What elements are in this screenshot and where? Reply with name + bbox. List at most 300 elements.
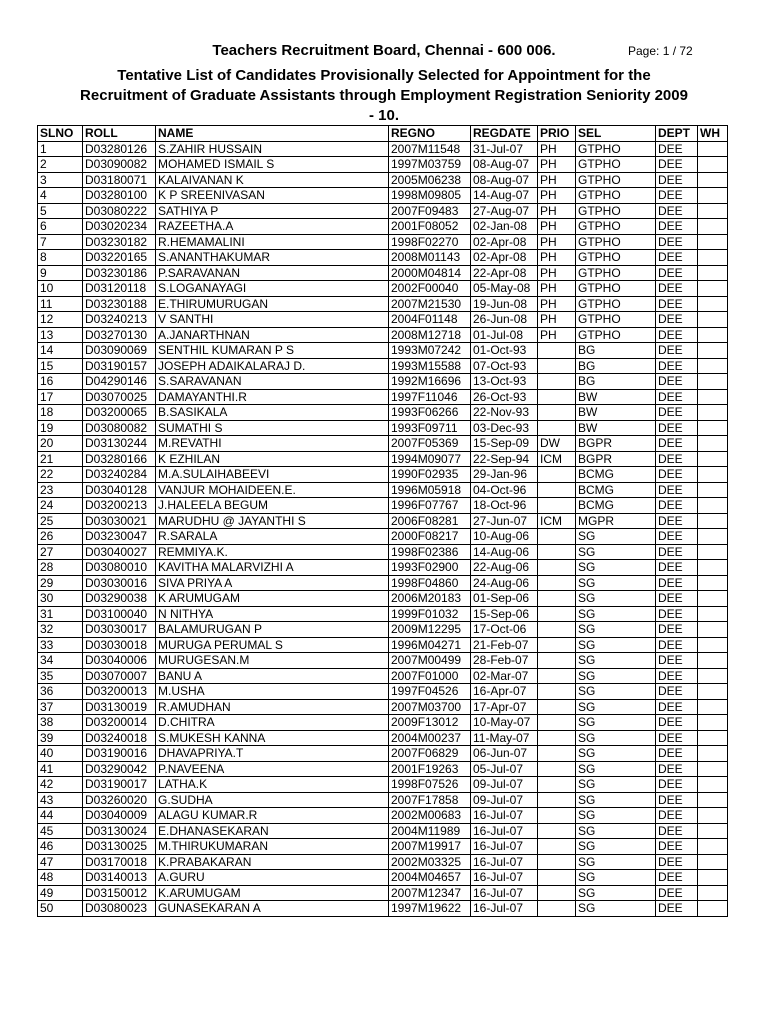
cell-slno: 30 <box>38 591 83 607</box>
cell-prio <box>538 420 576 436</box>
cell-name: D.CHITRA <box>156 715 389 731</box>
cell-dept: DEE <box>656 901 698 917</box>
cell-roll: D03170018 <box>83 854 156 870</box>
cell-slno: 19 <box>38 420 83 436</box>
cell-dept: DEE <box>656 684 698 700</box>
cell-name: BANU A <box>156 668 389 684</box>
table-row <box>38 389 728 405</box>
cell-regno: 1994M09077 <box>389 451 471 467</box>
page-number: Page: 1 / 72 <box>628 44 693 58</box>
cell-regno: 2007F06829 <box>389 746 471 762</box>
cell-sel: GTPHO <box>576 234 656 250</box>
cell-regno: 2007F09483 <box>389 203 471 219</box>
cell-prio <box>538 560 576 576</box>
cell-prio: PH <box>538 188 576 204</box>
cell-wh <box>698 281 728 297</box>
cell-prio <box>538 389 576 405</box>
organization-title: Teachers Recruitment Board, Chennai - 600 006. <box>212 42 556 59</box>
cell-roll: D03030021 <box>83 513 156 529</box>
cell-regdate: 10-May-07 <box>471 715 538 731</box>
cell-slno: 4 <box>38 188 83 204</box>
cell-dept: DEE <box>656 172 698 188</box>
cell-sel: SG <box>576 653 656 669</box>
cell-wh <box>698 529 728 545</box>
cell-name: ALAGU KUMAR.R <box>156 808 389 824</box>
cell-roll: D03090082 <box>83 157 156 173</box>
cell-name: SENTHIL KUMARAN P S <box>156 343 389 359</box>
cell-wh <box>698 296 728 312</box>
cell-prio <box>538 715 576 731</box>
column-header-roll: ROLL <box>83 126 156 142</box>
cell-dept: DEE <box>656 622 698 638</box>
table-row <box>38 513 728 529</box>
cell-regdate: 02-Jan-08 <box>471 219 538 235</box>
cell-slno: 21 <box>38 451 83 467</box>
cell-dept: DEE <box>656 854 698 870</box>
cell-dept: DEE <box>656 358 698 374</box>
cell-name: N NITHYA <box>156 606 389 622</box>
cell-prio <box>538 808 576 824</box>
table-row <box>38 436 728 452</box>
table-row <box>38 498 728 514</box>
cell-regno: 1997F04526 <box>389 684 471 700</box>
cell-roll: D03140013 <box>83 870 156 886</box>
cell-regdate: 26-Jun-08 <box>471 312 538 328</box>
table-row <box>38 374 728 390</box>
title-line: Recruitment of Graduate Assistants through Employment Registration Seniority 2009 <box>80 87 688 104</box>
cell-regdate: 15-Sep-09 <box>471 436 538 452</box>
cell-regno: 1997F11046 <box>389 389 471 405</box>
cell-regdate: 26-Oct-93 <box>471 389 538 405</box>
cell-name: E.DHANASEKARAN <box>156 823 389 839</box>
cell-roll: D03200213 <box>83 498 156 514</box>
cell-sel: SG <box>576 792 656 808</box>
column-header-slno: SLNO <box>38 126 83 142</box>
table-row <box>38 870 728 886</box>
cell-regdate: 27-Aug-07 <box>471 203 538 219</box>
cell-name: S.ANANTHAKUMAR <box>156 250 389 266</box>
cell-regdate: 16-Jul-07 <box>471 901 538 917</box>
cell-roll: D03130024 <box>83 823 156 839</box>
cell-wh <box>698 436 728 452</box>
cell-wh <box>698 250 728 266</box>
cell-prio <box>538 482 576 498</box>
cell-slno: 42 <box>38 777 83 793</box>
cell-wh <box>698 265 728 281</box>
cell-prio <box>538 606 576 622</box>
cell-sel: SG <box>576 637 656 653</box>
cell-sel: SG <box>576 668 656 684</box>
cell-slno: 8 <box>38 250 83 266</box>
cell-wh <box>698 823 728 839</box>
cell-regdate: 22-Aug-06 <box>471 560 538 576</box>
cell-wh <box>698 498 728 514</box>
cell-slno: 3 <box>38 172 83 188</box>
cell-roll: D03230182 <box>83 234 156 250</box>
cell-regdate: 08-Aug-07 <box>471 172 538 188</box>
cell-prio <box>538 823 576 839</box>
cell-regdate: 22-Apr-08 <box>471 265 538 281</box>
table-row <box>38 420 728 436</box>
cell-slno: 6 <box>38 219 83 235</box>
cell-wh <box>698 513 728 529</box>
cell-dept: DEE <box>656 405 698 421</box>
cell-wh <box>698 234 728 250</box>
cell-dept: DEE <box>656 312 698 328</box>
cell-prio: PH <box>538 296 576 312</box>
table-row <box>38 265 728 281</box>
cell-regdate: 15-Sep-06 <box>471 606 538 622</box>
cell-sel: GTPHO <box>576 327 656 343</box>
cell-regno: 2005M06238 <box>389 172 471 188</box>
cell-roll: D03040006 <box>83 653 156 669</box>
cell-dept: DEE <box>656 281 698 297</box>
cell-wh <box>698 684 728 700</box>
cell-slno: 48 <box>38 870 83 886</box>
cell-wh <box>698 389 728 405</box>
cell-roll: D03290042 <box>83 761 156 777</box>
cell-name: BALAMURUGAN P <box>156 622 389 638</box>
cell-prio <box>538 343 576 359</box>
cell-regdate: 02-Mar-07 <box>471 668 538 684</box>
table-row <box>38 885 728 901</box>
table-header-row <box>38 126 728 142</box>
cell-name: K.PRABAKARAN <box>156 854 389 870</box>
cell-sel: GTPHO <box>576 157 656 173</box>
cell-name: B.SASIKALA <box>156 405 389 421</box>
table-row <box>38 761 728 777</box>
cell-regno: 2004M04657 <box>389 870 471 886</box>
cell-regdate: 22-Sep-94 <box>471 451 538 467</box>
table-row <box>38 529 728 545</box>
table-row <box>38 668 728 684</box>
cell-regdate: 29-Jan-96 <box>471 467 538 483</box>
cell-dept: DEE <box>656 498 698 514</box>
cell-slno: 24 <box>38 498 83 514</box>
cell-dept: DEE <box>656 653 698 669</box>
column-header-regdate: REGDATE <box>471 126 538 142</box>
cell-name: SATHIYA P <box>156 203 389 219</box>
cell-name: MOHAMED ISMAIL S <box>156 157 389 173</box>
cell-regno: 2008M12718 <box>389 327 471 343</box>
cell-prio <box>538 622 576 638</box>
cell-wh <box>698 870 728 886</box>
cell-wh <box>698 637 728 653</box>
cell-roll: D03240213 <box>83 312 156 328</box>
cell-dept: DEE <box>656 761 698 777</box>
cell-dept: DEE <box>656 327 698 343</box>
cell-sel: BG <box>576 358 656 374</box>
cell-roll: D03230047 <box>83 529 156 545</box>
cell-name: A.GURU <box>156 870 389 886</box>
cell-slno: 37 <box>38 699 83 715</box>
table-row <box>38 901 728 917</box>
table-row <box>38 203 728 219</box>
cell-regno: 1998F02270 <box>389 234 471 250</box>
cell-sel: BGPR <box>576 451 656 467</box>
cell-regdate: 19-Jun-08 <box>471 296 538 312</box>
cell-sel: SG <box>576 622 656 638</box>
cell-roll: D03080023 <box>83 901 156 917</box>
cell-prio <box>538 839 576 855</box>
cell-name: MARUDHU @ JAYANTHI S <box>156 513 389 529</box>
cell-name: DAMAYANTHI.R <box>156 389 389 405</box>
cell-regno: 1996F07767 <box>389 498 471 514</box>
cell-wh <box>698 575 728 591</box>
cell-wh <box>698 358 728 374</box>
cell-wh <box>698 482 728 498</box>
cell-prio: PH <box>538 141 576 157</box>
column-header-dept: DEPT <box>656 126 698 142</box>
cell-sel: GTPHO <box>576 219 656 235</box>
cell-sel: SG <box>576 575 656 591</box>
cell-wh <box>698 746 728 762</box>
cell-dept: DEE <box>656 219 698 235</box>
cell-roll: D03190157 <box>83 358 156 374</box>
cell-regno: 2007M11548 <box>389 141 471 157</box>
table-row <box>38 699 728 715</box>
cell-roll: D03080222 <box>83 203 156 219</box>
cell-regdate: 07-Oct-93 <box>471 358 538 374</box>
table-row <box>38 808 728 824</box>
candidates-table <box>37 125 728 917</box>
cell-regdate: 17-Apr-07 <box>471 699 538 715</box>
cell-roll: D03200013 <box>83 684 156 700</box>
cell-prio <box>538 668 576 684</box>
cell-prio <box>538 575 576 591</box>
cell-regdate: 01-Oct-93 <box>471 343 538 359</box>
cell-roll: D03090069 <box>83 343 156 359</box>
cell-sel: SG <box>576 699 656 715</box>
cell-roll: D03130025 <box>83 839 156 855</box>
cell-regno: 1998M09805 <box>389 188 471 204</box>
cell-dept: DEE <box>656 699 698 715</box>
cell-prio: PH <box>538 172 576 188</box>
cell-slno: 49 <box>38 885 83 901</box>
cell-sel: SG <box>576 761 656 777</box>
cell-regno: 1997M03759 <box>389 157 471 173</box>
cell-regno: 2004F01148 <box>389 312 471 328</box>
cell-prio <box>538 637 576 653</box>
cell-sel: BCMG <box>576 498 656 514</box>
cell-regno: 2002F00040 <box>389 281 471 297</box>
cell-regno: 1993M15588 <box>389 358 471 374</box>
cell-regno: 2009M12295 <box>389 622 471 638</box>
cell-wh <box>698 188 728 204</box>
cell-roll: D03070007 <box>83 668 156 684</box>
cell-dept: DEE <box>656 265 698 281</box>
cell-regdate: 05-Jul-07 <box>471 761 538 777</box>
cell-name: R.HEMAMALINI <box>156 234 389 250</box>
cell-dept: DEE <box>656 157 698 173</box>
cell-regno: 1993F09711 <box>389 420 471 436</box>
cell-prio: PH <box>538 234 576 250</box>
cell-dept: DEE <box>656 885 698 901</box>
cell-dept: DEE <box>656 529 698 545</box>
cell-wh <box>698 699 728 715</box>
cell-regno: 2002M00683 <box>389 808 471 824</box>
cell-regno: 2004M11989 <box>389 823 471 839</box>
cell-name: J.HALEELA BEGUM <box>156 498 389 514</box>
cell-roll: D03240284 <box>83 467 156 483</box>
cell-regno: 2007M00499 <box>389 653 471 669</box>
cell-sel: SG <box>576 777 656 793</box>
cell-slno: 45 <box>38 823 83 839</box>
cell-name: GUNASEKARAN A <box>156 901 389 917</box>
cell-regno: 1998F02386 <box>389 544 471 560</box>
cell-dept: DEE <box>656 730 698 746</box>
cell-slno: 2 <box>38 157 83 173</box>
cell-dept: DEE <box>656 823 698 839</box>
table-row <box>38 482 728 498</box>
cell-slno: 32 <box>38 622 83 638</box>
title-line: - 10. <box>368 107 399 124</box>
cell-prio <box>538 870 576 886</box>
cell-slno: 43 <box>38 792 83 808</box>
cell-sel: GTPHO <box>576 265 656 281</box>
cell-prio: ICM <box>538 451 576 467</box>
cell-regno: 2001F19263 <box>389 761 471 777</box>
cell-sel: GTPHO <box>576 296 656 312</box>
cell-roll: D03030017 <box>83 622 156 638</box>
cell-name: VANJUR MOHAIDEEN.E. <box>156 482 389 498</box>
cell-slno: 40 <box>38 746 83 762</box>
cell-wh <box>698 885 728 901</box>
cell-roll: D03240018 <box>83 730 156 746</box>
cell-sel: GTPHO <box>576 250 656 266</box>
cell-dept: DEE <box>656 575 698 591</box>
cell-name: P.SARAVANAN <box>156 265 389 281</box>
cell-wh <box>698 839 728 855</box>
cell-dept: DEE <box>656 777 698 793</box>
cell-regno: 2009F13012 <box>389 715 471 731</box>
cell-dept: DEE <box>656 870 698 886</box>
cell-name: P.NAVEENA <box>156 761 389 777</box>
cell-wh <box>698 172 728 188</box>
cell-regno: 1997M19622 <box>389 901 471 917</box>
cell-sel: SG <box>576 808 656 824</box>
cell-sel: GTPHO <box>576 312 656 328</box>
cell-sel: BW <box>576 420 656 436</box>
table-row <box>38 653 728 669</box>
cell-name: LATHA.K <box>156 777 389 793</box>
cell-dept: DEE <box>656 250 698 266</box>
cell-regdate: 16-Jul-07 <box>471 823 538 839</box>
cell-name: M.USHA <box>156 684 389 700</box>
cell-regdate: 13-Oct-93 <box>471 374 538 390</box>
cell-sel: BW <box>576 405 656 421</box>
cell-roll: D03230188 <box>83 296 156 312</box>
cell-regno: 2004M00237 <box>389 730 471 746</box>
cell-slno: 11 <box>38 296 83 312</box>
table-row <box>38 575 728 591</box>
cell-prio: PH <box>538 250 576 266</box>
cell-regno: 2007F01000 <box>389 668 471 684</box>
cell-sel: GTPHO <box>576 141 656 157</box>
cell-regno: 2007F05369 <box>389 436 471 452</box>
table-row <box>38 467 728 483</box>
cell-prio <box>538 761 576 777</box>
cell-wh <box>698 560 728 576</box>
cell-name: MURUGESAN.M <box>156 653 389 669</box>
cell-regdate: 02-Apr-08 <box>471 234 538 250</box>
cell-dept: DEE <box>656 715 698 731</box>
cell-slno: 20 <box>38 436 83 452</box>
cell-sel: GTPHO <box>576 281 656 297</box>
cell-sel: SG <box>576 560 656 576</box>
table-row <box>38 560 728 576</box>
cell-slno: 47 <box>38 854 83 870</box>
cell-roll: D03070025 <box>83 389 156 405</box>
cell-regdate: 16-Jul-07 <box>471 839 538 855</box>
cell-prio <box>538 730 576 746</box>
cell-roll: D03130019 <box>83 699 156 715</box>
cell-regdate: 09-Jul-07 <box>471 777 538 793</box>
cell-regdate: 01-Sep-06 <box>471 591 538 607</box>
cell-roll: D03200014 <box>83 715 156 731</box>
cell-roll: D03260020 <box>83 792 156 808</box>
table-row <box>38 296 728 312</box>
cell-sel: GTPHO <box>576 203 656 219</box>
cell-prio: PH <box>538 203 576 219</box>
cell-wh <box>698 544 728 560</box>
cell-sel: BG <box>576 374 656 390</box>
cell-slno: 28 <box>38 560 83 576</box>
cell-roll: D03290038 <box>83 591 156 607</box>
cell-regdate: 24-Aug-06 <box>471 575 538 591</box>
cell-regno: 1993F02900 <box>389 560 471 576</box>
cell-regno: 2000F08217 <box>389 529 471 545</box>
cell-prio: PH <box>538 281 576 297</box>
cell-wh <box>698 730 728 746</box>
cell-slno: 25 <box>38 513 83 529</box>
table-row <box>38 730 728 746</box>
cell-slno: 36 <box>38 684 83 700</box>
cell-slno: 14 <box>38 343 83 359</box>
table-row <box>38 358 728 374</box>
cell-regdate: 28-Feb-07 <box>471 653 538 669</box>
cell-sel: SG <box>576 854 656 870</box>
cell-regno: 1996M04271 <box>389 637 471 653</box>
cell-regno: 2007M12347 <box>389 885 471 901</box>
cell-dept: DEE <box>656 389 698 405</box>
cell-sel: BCMG <box>576 467 656 483</box>
cell-slno: 41 <box>38 761 83 777</box>
cell-sel: BGPR <box>576 436 656 452</box>
table-row <box>38 188 728 204</box>
cell-regdate: 14-Aug-07 <box>471 188 538 204</box>
cell-prio <box>538 792 576 808</box>
cell-regno: 2007F17858 <box>389 792 471 808</box>
cell-regno: 1990F02935 <box>389 467 471 483</box>
cell-prio: PH <box>538 327 576 343</box>
cell-prio <box>538 699 576 715</box>
cell-sel: SG <box>576 730 656 746</box>
column-header-wh: WH <box>698 126 728 142</box>
cell-slno: 18 <box>38 405 83 421</box>
table-row <box>38 327 728 343</box>
cell-slno: 15 <box>38 358 83 374</box>
cell-wh <box>698 591 728 607</box>
cell-wh <box>698 405 728 421</box>
cell-sel: SG <box>576 544 656 560</box>
cell-name: S.MUKESH KANNA <box>156 730 389 746</box>
table-row <box>38 591 728 607</box>
cell-regno: 1993F06266 <box>389 405 471 421</box>
cell-slno: 27 <box>38 544 83 560</box>
cell-sel: SG <box>576 591 656 607</box>
column-header-regno: REGNO <box>389 126 471 142</box>
